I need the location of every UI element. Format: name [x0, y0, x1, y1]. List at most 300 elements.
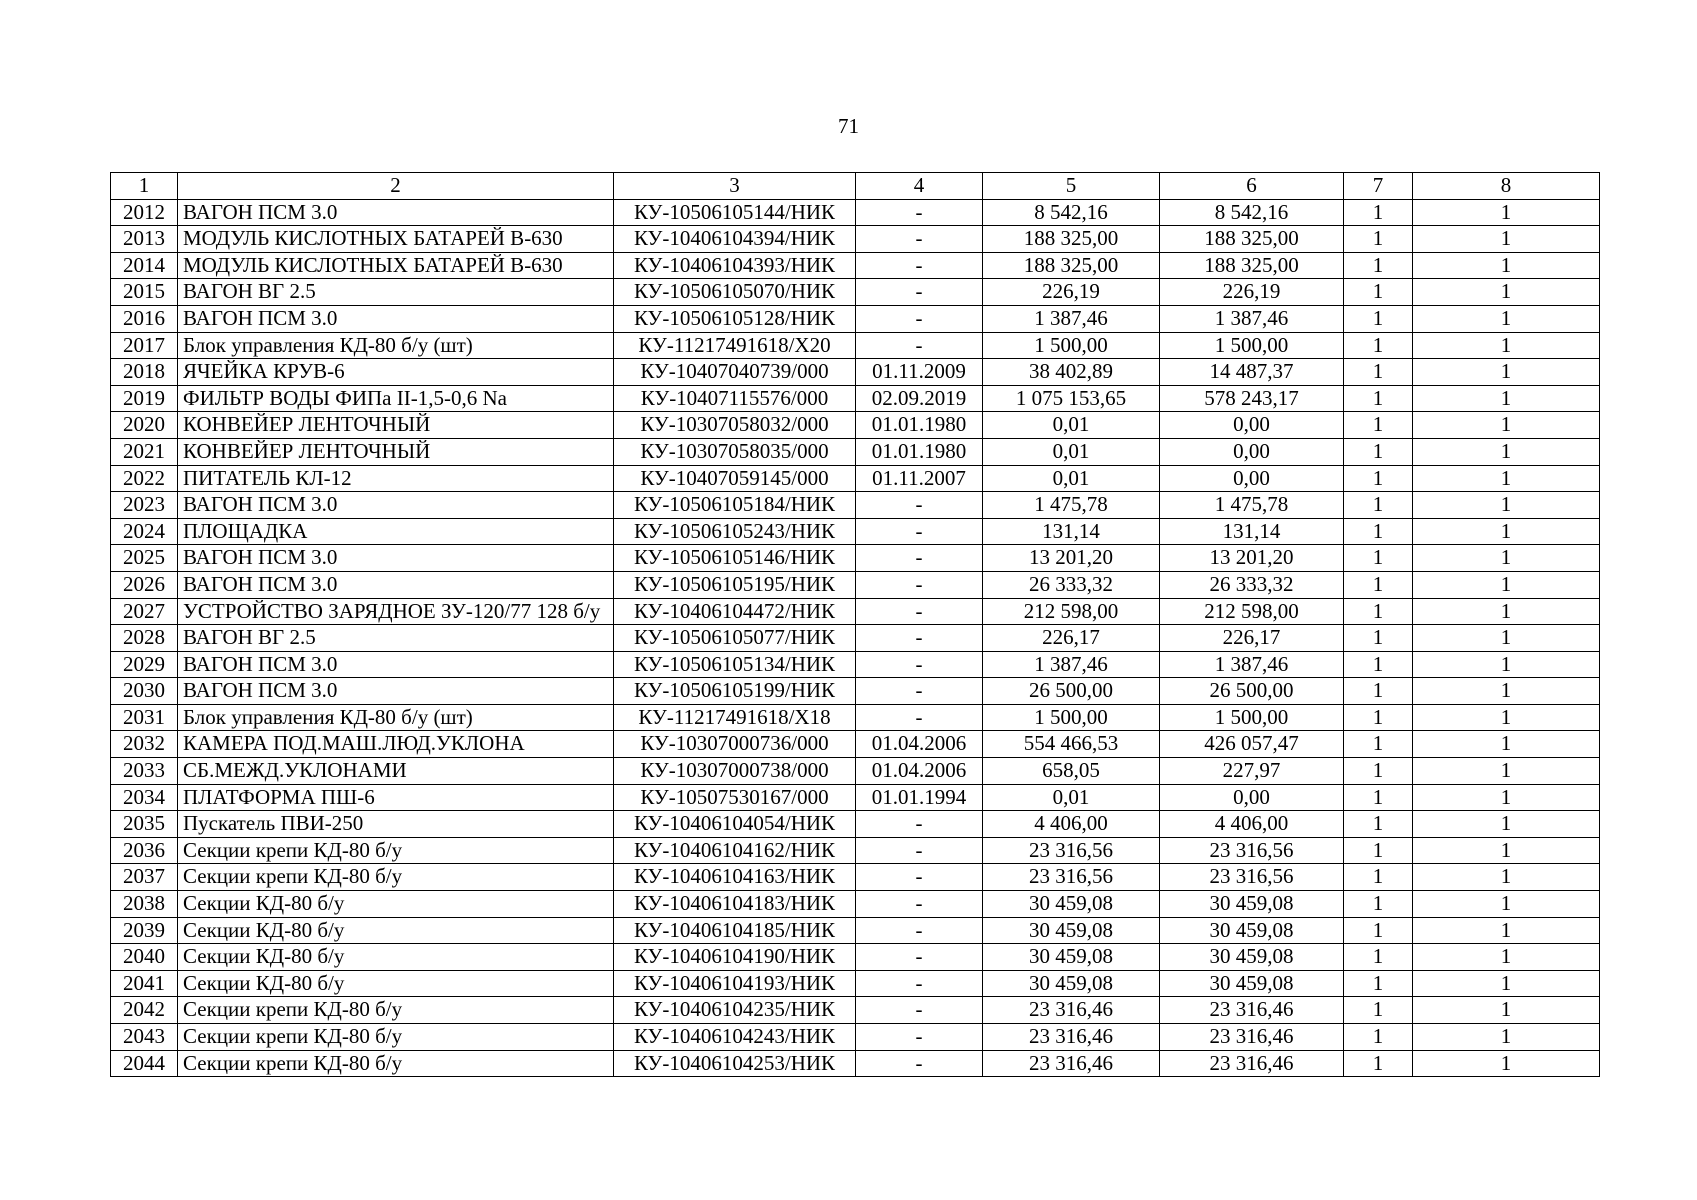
inventory-number-cell: КУ-10506105128/НИК: [614, 305, 856, 332]
commission-date-cell: -: [856, 199, 983, 226]
inventory-number-cell: КУ-10406104235/НИК: [614, 997, 856, 1024]
count-cell: 1: [1413, 837, 1600, 864]
commission-date-cell: -: [856, 598, 983, 625]
table-row: [111, 917, 1600, 944]
residual-cost-cell: 212 598,00: [1160, 598, 1344, 625]
initial-cost-cell: 23 316,46: [983, 997, 1160, 1024]
count-cell: 1: [1413, 518, 1600, 545]
quantity-cell: 1: [1344, 758, 1413, 785]
row-number-cell: 2016: [111, 305, 178, 332]
table-row: [111, 571, 1600, 598]
item-name-cell: Пускатель ПВИ-250: [178, 811, 614, 838]
commission-date-cell: -: [856, 518, 983, 545]
initial-cost-cell: 8 542,16: [983, 199, 1160, 226]
inventory-number-cell: КУ-10407059145/000: [614, 465, 856, 492]
inventory-number-cell: КУ-10406104054/НИК: [614, 811, 856, 838]
column-header-7: 7: [1344, 173, 1413, 200]
table-body: [111, 199, 1600, 1077]
quantity-cell: 1: [1344, 1024, 1413, 1051]
commission-date-cell: 01.01.1980: [856, 438, 983, 465]
table-row: [111, 226, 1600, 253]
quantity-cell: 1: [1344, 731, 1413, 758]
count-cell: 1: [1413, 811, 1600, 838]
inventory-number-cell: КУ-10406104162/НИК: [614, 837, 856, 864]
initial-cost-cell: 0,01: [983, 438, 1160, 465]
commission-date-cell: -: [856, 492, 983, 519]
row-number-cell: 2014: [111, 252, 178, 279]
item-name-cell: УСТРОЙСТВО ЗАРЯДНОЕ ЗУ-120/77 128 б/у: [178, 598, 614, 625]
quantity-cell: 1: [1344, 199, 1413, 226]
item-name-cell: Секции крепи КД-80 б/у: [178, 1050, 614, 1077]
count-cell: 1: [1413, 970, 1600, 997]
quantity-cell: 1: [1344, 678, 1413, 705]
residual-cost-cell: 578 243,17: [1160, 385, 1344, 412]
residual-cost-cell: 227,97: [1160, 758, 1344, 785]
row-number-cell: 2023: [111, 492, 178, 519]
row-number-cell: 2034: [111, 784, 178, 811]
count-cell: 1: [1413, 917, 1600, 944]
commission-date-cell: -: [856, 704, 983, 731]
residual-cost-cell: 0,00: [1160, 412, 1344, 439]
initial-cost-cell: 226,19: [983, 279, 1160, 306]
item-name-cell: ВАГОН ПСМ 3.0: [178, 571, 614, 598]
count-cell: 1: [1413, 944, 1600, 971]
row-number-cell: 2012: [111, 199, 178, 226]
inventory-number-cell: КУ-11217491618/Х18: [614, 704, 856, 731]
row-number-cell: 2013: [111, 226, 178, 253]
initial-cost-cell: 1 475,78: [983, 492, 1160, 519]
initial-cost-cell: 23 316,56: [983, 864, 1160, 891]
quantity-cell: 1: [1344, 305, 1413, 332]
count-cell: 1: [1413, 332, 1600, 359]
initial-cost-cell: 658,05: [983, 758, 1160, 785]
count-cell: 1: [1413, 226, 1600, 253]
residual-cost-cell: 4 406,00: [1160, 811, 1344, 838]
quantity-cell: 1: [1344, 704, 1413, 731]
commission-date-cell: -: [856, 997, 983, 1024]
inventory-number-cell: КУ-10506105144/НИК: [614, 199, 856, 226]
item-name-cell: ВАГОН ПСМ 3.0: [178, 678, 614, 705]
item-name-cell: Секции КД-80 б/у: [178, 891, 614, 918]
row-number-cell: 2043: [111, 1024, 178, 1051]
row-number-cell: 2039: [111, 917, 178, 944]
item-name-cell: Секции крепи КД-80 б/у: [178, 864, 614, 891]
count-cell: 1: [1413, 625, 1600, 652]
inventory-number-cell: КУ-10407115576/000: [614, 385, 856, 412]
row-number-cell: 2022: [111, 465, 178, 492]
item-name-cell: ВАГОН ВГ 2.5: [178, 625, 614, 652]
count-cell: 1: [1413, 1050, 1600, 1077]
inventory-number-cell: КУ-10506105199/НИК: [614, 678, 856, 705]
table-row: [111, 385, 1600, 412]
row-number-cell: 2037: [111, 864, 178, 891]
inventory-number-cell: КУ-10307000736/000: [614, 731, 856, 758]
table-row: [111, 518, 1600, 545]
inventory-number-cell: КУ-10406104253/НИК: [614, 1050, 856, 1077]
row-number-cell: 2019: [111, 385, 178, 412]
initial-cost-cell: 23 316,46: [983, 1024, 1160, 1051]
initial-cost-cell: 30 459,08: [983, 944, 1160, 971]
column-header-2: 2: [178, 173, 614, 200]
row-number-cell: 2038: [111, 891, 178, 918]
row-number-cell: 2029: [111, 651, 178, 678]
table-row: [111, 279, 1600, 306]
quantity-cell: 1: [1344, 359, 1413, 386]
quantity-cell: 1: [1344, 625, 1413, 652]
residual-cost-cell: 23 316,46: [1160, 997, 1344, 1024]
count-cell: 1: [1413, 359, 1600, 386]
count-cell: 1: [1413, 438, 1600, 465]
item-name-cell: КАМЕРА ПОД.МАШ.ЛЮД.УКЛОНА: [178, 731, 614, 758]
residual-cost-cell: 23 316,46: [1160, 1024, 1344, 1051]
inventory-number-cell: КУ-10406104190/НИК: [614, 944, 856, 971]
commission-date-cell: -: [856, 571, 983, 598]
residual-cost-cell: 23 316,56: [1160, 864, 1344, 891]
quantity-cell: 1: [1344, 545, 1413, 572]
residual-cost-cell: 30 459,08: [1160, 917, 1344, 944]
commission-date-cell: -: [856, 305, 983, 332]
quantity-cell: 1: [1344, 864, 1413, 891]
commission-date-cell: -: [856, 1050, 983, 1077]
residual-cost-cell: 26 333,32: [1160, 571, 1344, 598]
initial-cost-cell: 38 402,89: [983, 359, 1160, 386]
page-number: 71: [838, 114, 859, 138]
count-cell: 1: [1413, 731, 1600, 758]
table-row: [111, 997, 1600, 1024]
column-header-4: 4: [856, 173, 983, 200]
table-row: [111, 837, 1600, 864]
row-number-cell: 2020: [111, 412, 178, 439]
commission-date-cell: -: [856, 837, 983, 864]
initial-cost-cell: 1 387,46: [983, 651, 1160, 678]
item-name-cell: СБ.МЕЖД.УКЛОНАМИ: [178, 758, 614, 785]
column-header-6: 6: [1160, 173, 1344, 200]
inventory-number-cell: КУ-10506105243/НИК: [614, 518, 856, 545]
table-row: [111, 199, 1600, 226]
table-row: [111, 1024, 1600, 1051]
initial-cost-cell: 30 459,08: [983, 970, 1160, 997]
residual-cost-cell: 13 201,20: [1160, 545, 1344, 572]
initial-cost-cell: 13 201,20: [983, 545, 1160, 572]
quantity-cell: 1: [1344, 1050, 1413, 1077]
count-cell: 1: [1413, 279, 1600, 306]
inventory-number-cell: КУ-10307000738/000: [614, 758, 856, 785]
column-header-1: 1: [111, 173, 178, 200]
initial-cost-cell: 212 598,00: [983, 598, 1160, 625]
row-number-cell: 2036: [111, 837, 178, 864]
commission-date-cell: 01.04.2006: [856, 758, 983, 785]
table-row: [111, 492, 1600, 519]
table-row: [111, 678, 1600, 705]
quantity-cell: 1: [1344, 518, 1413, 545]
residual-cost-cell: 226,19: [1160, 279, 1344, 306]
initial-cost-cell: 0,01: [983, 412, 1160, 439]
count-cell: 1: [1413, 891, 1600, 918]
row-number-cell: 2035: [111, 811, 178, 838]
inventory-number-cell: КУ-10307058032/000: [614, 412, 856, 439]
table-row: [111, 545, 1600, 572]
item-name-cell: ВАГОН ПСМ 3.0: [178, 651, 614, 678]
column-header-8: 8: [1413, 173, 1600, 200]
inventory-number-cell: КУ-10406104193/НИК: [614, 970, 856, 997]
initial-cost-cell: 188 325,00: [983, 226, 1160, 253]
item-name-cell: ВАГОН ПСМ 3.0: [178, 545, 614, 572]
count-cell: 1: [1413, 758, 1600, 785]
asset-register-table: [110, 172, 1600, 1077]
row-number-cell: 2033: [111, 758, 178, 785]
quantity-cell: 1: [1344, 997, 1413, 1024]
inventory-number-cell: КУ-10506105184/НИК: [614, 492, 856, 519]
table-row: [111, 651, 1600, 678]
item-name-cell: Секции КД-80 б/у: [178, 970, 614, 997]
table-row: [111, 359, 1600, 386]
commission-date-cell: -: [856, 944, 983, 971]
row-number-cell: 2024: [111, 518, 178, 545]
inventory-number-cell: КУ-10507530167/000: [614, 784, 856, 811]
residual-cost-cell: 188 325,00: [1160, 226, 1344, 253]
item-name-cell: КОНВЕЙЕР ЛЕНТОЧНЫЙ: [178, 412, 614, 439]
commission-date-cell: 01.04.2006: [856, 731, 983, 758]
initial-cost-cell: 554 466,53: [983, 731, 1160, 758]
inventory-number-cell: КУ-10406104394/НИК: [614, 226, 856, 253]
item-name-cell: ВАГОН ПСМ 3.0: [178, 199, 614, 226]
inventory-number-cell: КУ-10406104472/НИК: [614, 598, 856, 625]
quantity-cell: 1: [1344, 332, 1413, 359]
row-number-cell: 2031: [111, 704, 178, 731]
row-number-cell: 2044: [111, 1050, 178, 1077]
residual-cost-cell: 8 542,16: [1160, 199, 1344, 226]
table-row: [111, 784, 1600, 811]
count-cell: 1: [1413, 385, 1600, 412]
commission-date-cell: 02.09.2019: [856, 385, 983, 412]
row-number-cell: 2030: [111, 678, 178, 705]
count-cell: 1: [1413, 704, 1600, 731]
table-row: [111, 811, 1600, 838]
inventory-number-cell: КУ-11217491618/Х20: [614, 332, 856, 359]
quantity-cell: 1: [1344, 226, 1413, 253]
row-number-cell: 2040: [111, 944, 178, 971]
quantity-cell: 1: [1344, 784, 1413, 811]
quantity-cell: 1: [1344, 651, 1413, 678]
initial-cost-cell: 0,01: [983, 465, 1160, 492]
initial-cost-cell: 1 387,46: [983, 305, 1160, 332]
commission-date-cell: 01.01.1994: [856, 784, 983, 811]
item-name-cell: Секции крепи КД-80 б/у: [178, 997, 614, 1024]
item-name-cell: ПЛОЩАДКА: [178, 518, 614, 545]
residual-cost-cell: 0,00: [1160, 465, 1344, 492]
commission-date-cell: -: [856, 970, 983, 997]
residual-cost-cell: 1 387,46: [1160, 651, 1344, 678]
commission-date-cell: 01.11.2009: [856, 359, 983, 386]
residual-cost-cell: 426 057,47: [1160, 731, 1344, 758]
item-name-cell: МОДУЛЬ КИСЛОТНЫХ БАТАРЕЙ В-630: [178, 226, 614, 253]
item-name-cell: КОНВЕЙЕР ЛЕНТОЧНЫЙ: [178, 438, 614, 465]
initial-cost-cell: 131,14: [983, 518, 1160, 545]
column-header-5: 5: [983, 173, 1160, 200]
initial-cost-cell: 0,01: [983, 784, 1160, 811]
row-number-cell: 2028: [111, 625, 178, 652]
inventory-number-cell: КУ-10506105146/НИК: [614, 545, 856, 572]
item-name-cell: Секции КД-80 б/у: [178, 917, 614, 944]
quantity-cell: 1: [1344, 837, 1413, 864]
item-name-cell: ПЛАТФОРМА ПШ-6: [178, 784, 614, 811]
count-cell: 1: [1413, 252, 1600, 279]
item-name-cell: МОДУЛЬ КИСЛОТНЫХ БАТАРЕЙ В-630: [178, 252, 614, 279]
count-cell: 1: [1413, 305, 1600, 332]
quantity-cell: 1: [1344, 944, 1413, 971]
residual-cost-cell: 14 487,37: [1160, 359, 1344, 386]
initial-cost-cell: 23 316,56: [983, 837, 1160, 864]
inventory-number-cell: КУ-10506105077/НИК: [614, 625, 856, 652]
commission-date-cell: -: [856, 226, 983, 253]
initial-cost-cell: 26 333,32: [983, 571, 1160, 598]
row-number-cell: 2042: [111, 997, 178, 1024]
commission-date-cell: -: [856, 625, 983, 652]
count-cell: 1: [1413, 784, 1600, 811]
table-row: [111, 864, 1600, 891]
row-number-cell: 2027: [111, 598, 178, 625]
table-row: [111, 438, 1600, 465]
item-name-cell: Секции крепи КД-80 б/у: [178, 1024, 614, 1051]
commission-date-cell: -: [856, 332, 983, 359]
row-number-cell: 2026: [111, 571, 178, 598]
row-number-cell: 2017: [111, 332, 178, 359]
initial-cost-cell: 30 459,08: [983, 917, 1160, 944]
count-cell: 1: [1413, 1024, 1600, 1051]
inventory-number-cell: КУ-10506105195/НИК: [614, 571, 856, 598]
quantity-cell: 1: [1344, 917, 1413, 944]
table-row: [111, 625, 1600, 652]
commission-date-cell: -: [856, 891, 983, 918]
inventory-number-cell: КУ-10307058035/000: [614, 438, 856, 465]
inventory-number-cell: КУ-10406104183/НИК: [614, 891, 856, 918]
column-header-3: 3: [614, 173, 856, 200]
quantity-cell: 1: [1344, 571, 1413, 598]
table-row: [111, 305, 1600, 332]
quantity-cell: 1: [1344, 438, 1413, 465]
table-row: [111, 758, 1600, 785]
quantity-cell: 1: [1344, 811, 1413, 838]
count-cell: 1: [1413, 545, 1600, 572]
commission-date-cell: -: [856, 252, 983, 279]
residual-cost-cell: 226,17: [1160, 625, 1344, 652]
table-row: [111, 731, 1600, 758]
residual-cost-cell: 0,00: [1160, 784, 1344, 811]
residual-cost-cell: 23 316,56: [1160, 837, 1344, 864]
table-row: [111, 944, 1600, 971]
count-cell: 1: [1413, 571, 1600, 598]
item-name-cell: ПИТАТЕЛЬ КЛ-12: [178, 465, 614, 492]
count-cell: 1: [1413, 598, 1600, 625]
initial-cost-cell: 1 500,00: [983, 332, 1160, 359]
residual-cost-cell: 30 459,08: [1160, 891, 1344, 918]
quantity-cell: 1: [1344, 492, 1413, 519]
inventory-number-cell: КУ-10406104393/НИК: [614, 252, 856, 279]
row-number-cell: 2018: [111, 359, 178, 386]
residual-cost-cell: 1 387,46: [1160, 305, 1344, 332]
column-number-header-row: [111, 173, 1600, 200]
table-row: [111, 1050, 1600, 1077]
inventory-number-cell: КУ-10406104243/НИК: [614, 1024, 856, 1051]
count-cell: 1: [1413, 465, 1600, 492]
table-row: [111, 332, 1600, 359]
table-row: [111, 704, 1600, 731]
table-row: [111, 970, 1600, 997]
initial-cost-cell: 226,17: [983, 625, 1160, 652]
count-cell: 1: [1413, 651, 1600, 678]
residual-cost-cell: 188 325,00: [1160, 252, 1344, 279]
row-number-cell: 2025: [111, 545, 178, 572]
count-cell: 1: [1413, 678, 1600, 705]
inventory-number-cell: КУ-10407040739/000: [614, 359, 856, 386]
count-cell: 1: [1413, 199, 1600, 226]
quantity-cell: 1: [1344, 970, 1413, 997]
count-cell: 1: [1413, 492, 1600, 519]
quantity-cell: 1: [1344, 385, 1413, 412]
quantity-cell: 1: [1344, 598, 1413, 625]
initial-cost-cell: 188 325,00: [983, 252, 1160, 279]
initial-cost-cell: 1 500,00: [983, 704, 1160, 731]
residual-cost-cell: 1 500,00: [1160, 704, 1344, 731]
initial-cost-cell: 26 500,00: [983, 678, 1160, 705]
item-name-cell: ФИЛЬТР ВОДЫ ФИПа II-1,5-0,6 Na: [178, 385, 614, 412]
table-row: [111, 252, 1600, 279]
commission-date-cell: -: [856, 917, 983, 944]
residual-cost-cell: 131,14: [1160, 518, 1344, 545]
item-name-cell: Секции КД-80 б/у: [178, 944, 614, 971]
initial-cost-cell: 1 075 153,65: [983, 385, 1160, 412]
row-number-cell: 2021: [111, 438, 178, 465]
count-cell: 1: [1413, 412, 1600, 439]
item-name-cell: ВАГОН ПСМ 3.0: [178, 492, 614, 519]
commission-date-cell: -: [856, 811, 983, 838]
commission-date-cell: -: [856, 678, 983, 705]
commission-date-cell: 01.01.1980: [856, 412, 983, 439]
item-name-cell: Блок управления КД-80 б/у (шт): [178, 704, 614, 731]
count-cell: 1: [1413, 864, 1600, 891]
commission-date-cell: -: [856, 651, 983, 678]
item-name-cell: ВАГОН ВГ 2.5: [178, 279, 614, 306]
residual-cost-cell: 26 500,00: [1160, 678, 1344, 705]
quantity-cell: 1: [1344, 465, 1413, 492]
item-name-cell: ВАГОН ПСМ 3.0: [178, 305, 614, 332]
table-row: [111, 891, 1600, 918]
residual-cost-cell: 23 316,46: [1160, 1050, 1344, 1077]
quantity-cell: 1: [1344, 891, 1413, 918]
table-row: [111, 598, 1600, 625]
item-name-cell: ЯЧЕЙКА КРУВ-6: [178, 359, 614, 386]
inventory-number-cell: КУ-10406104163/НИК: [614, 864, 856, 891]
commission-date-cell: -: [856, 545, 983, 572]
count-cell: 1: [1413, 997, 1600, 1024]
initial-cost-cell: 30 459,08: [983, 891, 1160, 918]
row-number-cell: 2032: [111, 731, 178, 758]
commission-date-cell: 01.11.2007: [856, 465, 983, 492]
commission-date-cell: -: [856, 1024, 983, 1051]
row-number-cell: 2041: [111, 970, 178, 997]
residual-cost-cell: 1 500,00: [1160, 332, 1344, 359]
residual-cost-cell: 0,00: [1160, 438, 1344, 465]
initial-cost-cell: 23 316,46: [983, 1050, 1160, 1077]
residual-cost-cell: 1 475,78: [1160, 492, 1344, 519]
residual-cost-cell: 30 459,08: [1160, 944, 1344, 971]
row-number-cell: 2015: [111, 279, 178, 306]
initial-cost-cell: 4 406,00: [983, 811, 1160, 838]
quantity-cell: 1: [1344, 279, 1413, 306]
quantity-cell: 1: [1344, 412, 1413, 439]
item-name-cell: Секции крепи КД-80 б/у: [178, 837, 614, 864]
inventory-number-cell: КУ-10506105070/НИК: [614, 279, 856, 306]
